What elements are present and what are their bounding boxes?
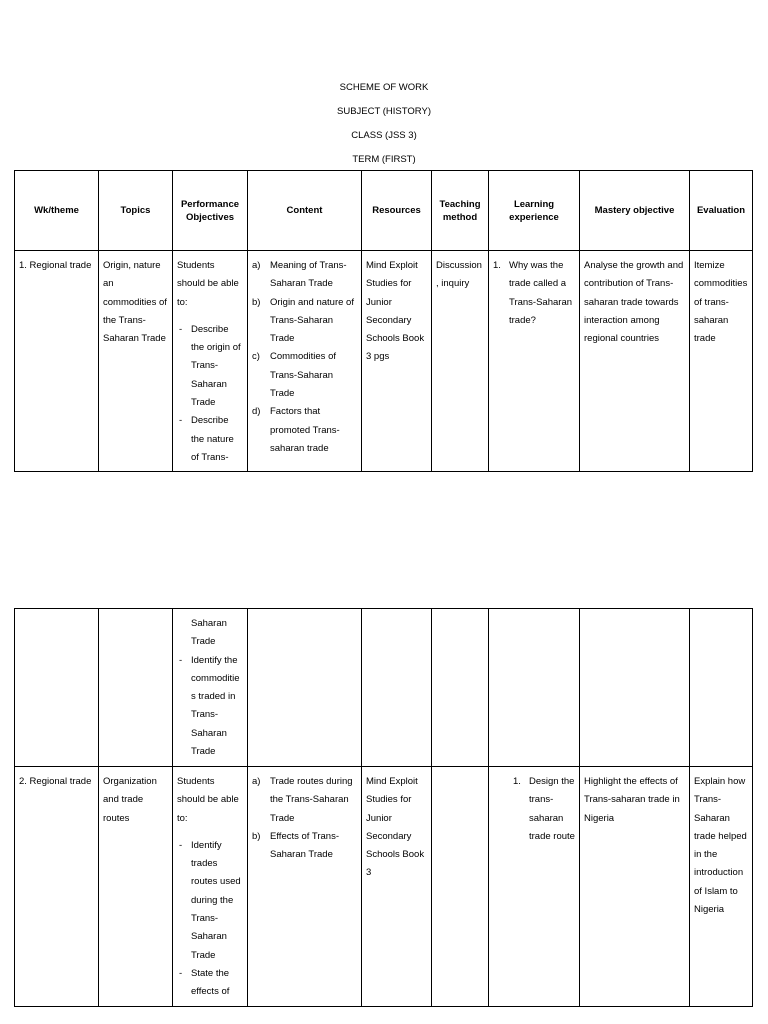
scheme-table-page-1 xyxy=(14,170,753,472)
table-row xyxy=(15,767,753,1007)
content-list xyxy=(252,773,357,864)
content-cell xyxy=(248,609,362,767)
performance-objectives-cell xyxy=(173,767,248,1007)
class-line: CLASS (JSS 3) xyxy=(351,130,417,141)
col-header-topics: Topics xyxy=(99,171,173,251)
mastery-objective-cell: Highlight the effects of Trans-saharan trade in Nigeria xyxy=(580,767,690,1007)
learning-experience-cell xyxy=(489,609,580,767)
topic-cell: Origin, nature an commodities of the Trans-Saharan Trade xyxy=(99,251,173,472)
list-item: d) Factors that promoted Trans-saharan trade xyxy=(252,406,340,454)
performance-continued: Saharan Trade xyxy=(191,618,227,648)
content-cell xyxy=(248,251,362,472)
performance-intro: Students should be able to: xyxy=(177,776,239,824)
term-line: TERM (FIRST) xyxy=(352,154,416,165)
col-header-learning-experience: Learning experience xyxy=(489,171,580,251)
col-header-mastery-objective: Mastery objective xyxy=(580,171,690,251)
performance-list xyxy=(177,837,243,1002)
list-item: c) Commodities of Trans-Saharan Trade xyxy=(252,351,336,400)
header-row xyxy=(15,171,753,251)
teaching-method-cell xyxy=(432,767,489,1007)
subject-line: SUBJECT (HISTORY) xyxy=(337,106,431,117)
content-list xyxy=(252,257,357,458)
evaluation-cell xyxy=(690,609,753,767)
list-item: 1. Design the trans-saharan trade route xyxy=(513,776,575,842)
list-item: - Identify the commodities traded in Trans-Saharan Trade xyxy=(179,654,240,758)
evaluation-cell: Explain how Trans-Saharan trade helped in the introduction of Islam to Nigeria xyxy=(690,767,753,1007)
resources-cell: Mind Exploit Studies for Junior Secondary Schools Book 3 xyxy=(362,767,432,1007)
performance-list xyxy=(177,321,243,467)
resources-cell: Mind Exploit Studies for Junior Secondary Schools Book 3 pgs xyxy=(362,251,432,472)
scheme-table-page-2 xyxy=(14,608,753,1007)
list-item: b) Effects of Trans-Saharan Trade xyxy=(252,830,339,861)
topic-cell xyxy=(99,609,173,767)
col-header-week: Wk/theme xyxy=(15,171,99,251)
list-item: - State the effects of xyxy=(179,967,230,998)
list-item: a) Meaning of Trans-Saharan Trade xyxy=(252,260,347,290)
performance-intro: Students should be able to: xyxy=(177,260,239,308)
list-item: - Identify trades routes used during the Trans-Saharan Trade xyxy=(179,839,241,961)
list-item: 1. Why was the trade called a Trans-Saharan trade? xyxy=(493,260,573,326)
resources-cell xyxy=(362,609,432,767)
performance-objectives-cell xyxy=(173,251,248,472)
teaching-method-cell: Discussion, inquiry xyxy=(432,251,489,472)
teaching-method-cell xyxy=(432,609,489,767)
content-cell xyxy=(248,767,362,1007)
col-header-resources: Resources xyxy=(362,171,432,251)
mastery-objective-cell: Analyse the growth and contribution of Trans-saharan trade towards interaction among regional countries xyxy=(580,251,690,472)
list-item: b) Origin and nature of Trans-Saharan Trade xyxy=(252,296,354,345)
table-row xyxy=(15,251,753,472)
performance-objectives-cell xyxy=(173,609,248,767)
week-theme-cell xyxy=(15,609,99,767)
performance-list xyxy=(177,652,243,762)
list-item: - Describe the nature of Trans- xyxy=(179,415,234,463)
document-title: SCHEME OF WORK xyxy=(339,82,429,93)
col-header-performance-objectives: Performance Objectives xyxy=(173,171,248,251)
learning-experience-cell xyxy=(489,251,580,472)
document-header xyxy=(0,76,768,172)
evaluation-cell: Itemize commodities of trans-saharan trade xyxy=(690,251,753,472)
mastery-objective-cell xyxy=(580,609,690,767)
topic-cell: Organization and trade routes xyxy=(99,767,173,1007)
list-item: a) Trade routes during the Trans-Saharan Trade xyxy=(252,776,353,824)
week-theme-cell: 2. Regional trade xyxy=(15,767,99,1007)
learning-experience-cell xyxy=(489,767,580,1007)
table-row xyxy=(15,609,753,767)
week-theme-cell: 1. Regional trade xyxy=(15,251,99,472)
list-item: - Describe the origin of Trans-Saharan Trade xyxy=(179,323,241,409)
col-header-content: Content xyxy=(248,171,362,251)
col-header-evaluation: Evaluation xyxy=(690,171,753,251)
col-header-teaching-method: Teaching method xyxy=(432,171,489,251)
